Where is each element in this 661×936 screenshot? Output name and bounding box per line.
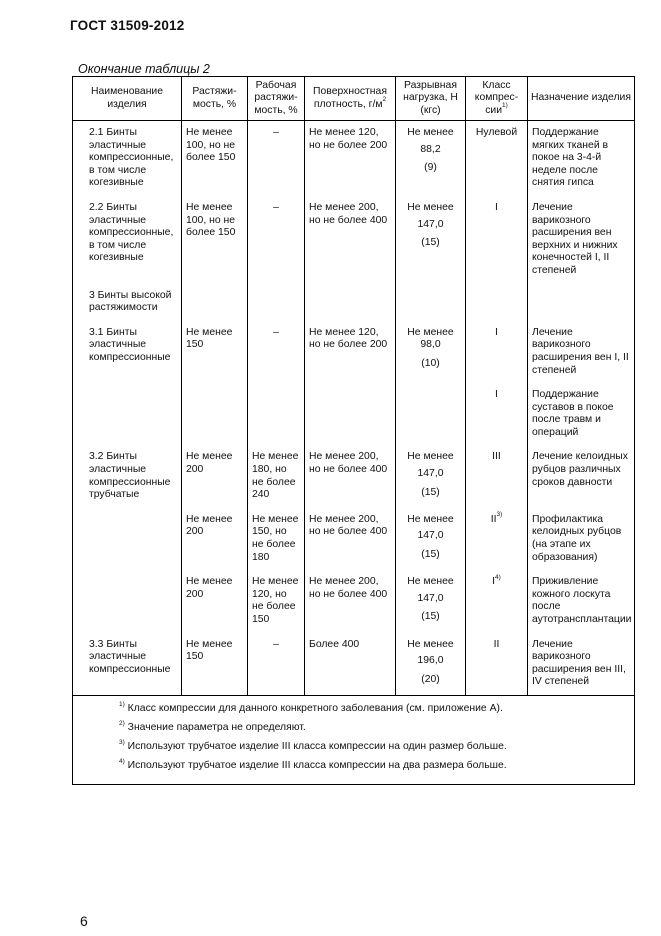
load-label: Не менее — [407, 513, 454, 525]
cell-working: Не менее 150, но не более 180 — [248, 508, 305, 570]
cell-purpose: Приживление кожного лоскута после аутотрансплантации — [528, 570, 635, 632]
cell-density: Не менее 200, но не более 400 — [305, 508, 396, 570]
load-label: Не менее — [407, 451, 454, 463]
spec-table — [72, 76, 635, 785]
cell-load — [396, 121, 466, 196]
cell-empty — [305, 284, 396, 321]
cell-class: I — [466, 383, 528, 445]
cell-working: Не менее 120, но не более 150 — [248, 570, 305, 632]
cell-density: Не менее 200, но не более 400 — [305, 570, 396, 632]
cell-empty — [182, 383, 248, 445]
cell-working: – — [248, 321, 305, 383]
cell-purpose: Лечение варикозного расширения вен III, IV степеней — [528, 633, 635, 696]
footnote-1 — [119, 702, 634, 715]
footnote-4-text: Используют трубчатое изделие III класса компрессии на два размера больше. — [124, 759, 507, 771]
cell-purpose: Поддержание суставов в покое после травм и операций — [528, 383, 635, 445]
class-footnote-mark: 3) — [496, 511, 503, 519]
cell-load — [396, 633, 466, 696]
class-value: II — [490, 513, 497, 525]
cell-stretch: Не менее 200 — [182, 445, 248, 507]
load-newton: 147,0 — [417, 592, 444, 604]
header-class — [466, 77, 528, 121]
header-purpose: Назначение изделия — [528, 77, 635, 121]
cell-working: Не менее 180, но не более 240 — [248, 445, 305, 507]
header-load: Разрывная нагрузка, Н (кгс) — [396, 77, 466, 121]
header-density-text: Поверхностная плотность, г/м — [313, 85, 387, 110]
cell-stretch: Не менее 150 — [182, 321, 248, 383]
cell-load — [396, 196, 466, 284]
table-caption: Окончание таблицы 2 — [78, 62, 210, 76]
cell-empty — [466, 284, 528, 321]
table-row — [73, 196, 635, 284]
footnote-2-text: Значение параметра не определяют. — [124, 721, 306, 733]
page-number: 6 — [80, 913, 88, 929]
footnote-2 — [119, 721, 634, 734]
cell-class — [466, 508, 528, 570]
cell-empty — [248, 284, 305, 321]
cell-load — [396, 445, 466, 507]
load-newton: 147,0 — [417, 218, 444, 230]
cell-empty — [73, 383, 182, 445]
cell-working: – — [248, 196, 305, 284]
load-kgf: (9) — [424, 162, 437, 174]
load-label: Не менее — [407, 201, 454, 213]
footnote-4-mark: 4) — [119, 757, 125, 765]
cell-empty — [248, 383, 305, 445]
header-density-sup: 2 — [382, 96, 387, 104]
cell-stretch: Не менее 100, но не более 150 — [182, 121, 248, 196]
load-newton: 98,0 — [420, 339, 441, 351]
cell-working: – — [248, 633, 305, 696]
load-kgf: (15) — [421, 486, 440, 498]
cell-working: – — [248, 121, 305, 196]
table-row — [73, 383, 635, 445]
cell-load — [396, 570, 466, 632]
load-kgf: (15) — [421, 611, 440, 623]
footnote-4 — [119, 759, 634, 772]
footnote-2-mark: 2) — [119, 719, 125, 727]
cell-class: I — [466, 196, 528, 284]
load-kgf: (20) — [421, 673, 440, 685]
table-notes-row — [73, 695, 635, 784]
cell-density: Не менее 120, но не более 200 — [305, 321, 396, 383]
table-row-group — [73, 284, 635, 321]
cell-stretch: Не менее 100, но не более 150 — [182, 196, 248, 284]
load-kgf: (10) — [421, 357, 440, 369]
cell-stretch: Не менее 200 — [182, 570, 248, 632]
table-row — [73, 508, 635, 570]
cell-name: 2.1 Бинты эластичные компрессионные, в том числе когезивные — [73, 121, 182, 196]
table-row — [73, 445, 635, 507]
load-label: Не менее — [407, 127, 454, 138]
load-label: Не менее — [407, 638, 454, 650]
cell-load — [396, 508, 466, 570]
load-label: Не менее — [407, 326, 454, 338]
footnote-3 — [119, 740, 634, 753]
cell-empty — [182, 284, 248, 321]
cell-stretch: Не менее 200 — [182, 508, 248, 570]
cell-load — [396, 321, 466, 383]
cell-purpose: Лечение варикозного расширения вен верхних и нижних конечностей I, II степеней — [528, 196, 635, 284]
cell-name: 2.2 Бинты эластичные компрессионные, в том числе когезивные — [73, 196, 182, 284]
cell-density: Не менее 120, но не более 200 — [305, 121, 396, 196]
cell-name: 3.3 Бинты эластичные компрессионные — [73, 633, 182, 696]
load-kgf: (15) — [421, 237, 440, 249]
cell-empty — [73, 570, 182, 632]
load-newton: 196,0 — [417, 655, 444, 667]
cell-purpose: Лечение варикозного расширения вен I, II степеней — [528, 321, 635, 383]
cell-class: I — [466, 321, 528, 383]
footnote-3-text: Используют трубчатое изделие III класса компрессии на один размер больше. — [124, 740, 507, 752]
load-newton: 88,2 — [420, 143, 441, 155]
class-footnote-mark: 4) — [495, 573, 501, 581]
header-class-text: Класс компрес-сии — [474, 79, 519, 116]
cell-empty — [396, 383, 466, 445]
table-row — [73, 321, 635, 383]
cell-class: III — [466, 445, 528, 507]
cell-group-name: 3 Бинты высокой растяжимости — [73, 284, 182, 321]
load-kgf: (15) — [421, 549, 440, 561]
cell-empty — [73, 508, 182, 570]
cell-density: Не менее 200, но не более 400 — [305, 196, 396, 284]
load-newton: 147,0 — [417, 530, 444, 542]
cell-name: 3.1 Бинты эластичные компрессионные — [73, 321, 182, 383]
cell-purpose: Лечение келоидных рубцов различных сроков давности — [528, 445, 635, 507]
cell-stretch: Не менее 150 — [182, 633, 248, 696]
standard-header: ГОСТ 31509-2012 — [70, 18, 185, 33]
header-name: Наименование изделия — [73, 77, 182, 121]
header-density — [305, 77, 396, 121]
cell-empty — [528, 284, 635, 321]
cell-purpose: Профилактика келоидных рубцов (на этапе их образования) — [528, 508, 635, 570]
table-row — [73, 633, 635, 696]
header-class-sup: 1) — [502, 102, 508, 110]
table-row — [73, 121, 635, 196]
footnote-1-text: Класс компрессии для данного конкретного заболевания (см. приложение А). — [124, 702, 503, 714]
cell-class — [466, 570, 528, 632]
header-working-stretch: Рабочая растяжи-мость, % — [248, 77, 305, 121]
cell-empty — [396, 284, 466, 321]
class-value: I — [492, 576, 496, 588]
cell-class: II — [466, 633, 528, 696]
footnote-1-mark: 1) — [119, 700, 125, 708]
cell-empty — [305, 383, 396, 445]
footnote-3-mark: 3) — [119, 738, 125, 746]
load-newton: 147,0 — [417, 468, 444, 480]
cell-name: 3.2 Бинты эластичные компрессионные трубчатые — [73, 445, 182, 507]
table-header-row — [73, 77, 635, 121]
cell-class: Нулевой — [466, 121, 528, 196]
table-row — [73, 570, 635, 632]
cell-purpose: Поддержание мягких тканей в покое на 3-4-й неделе после снятия гипса — [528, 121, 635, 196]
cell-density: Не менее 200, но не более 400 — [305, 445, 396, 507]
table-notes — [73, 695, 635, 784]
cell-density: Более 400 — [305, 633, 396, 696]
header-stretch: Растяжи-мость, % — [182, 77, 248, 121]
load-label: Не менее — [407, 576, 454, 588]
